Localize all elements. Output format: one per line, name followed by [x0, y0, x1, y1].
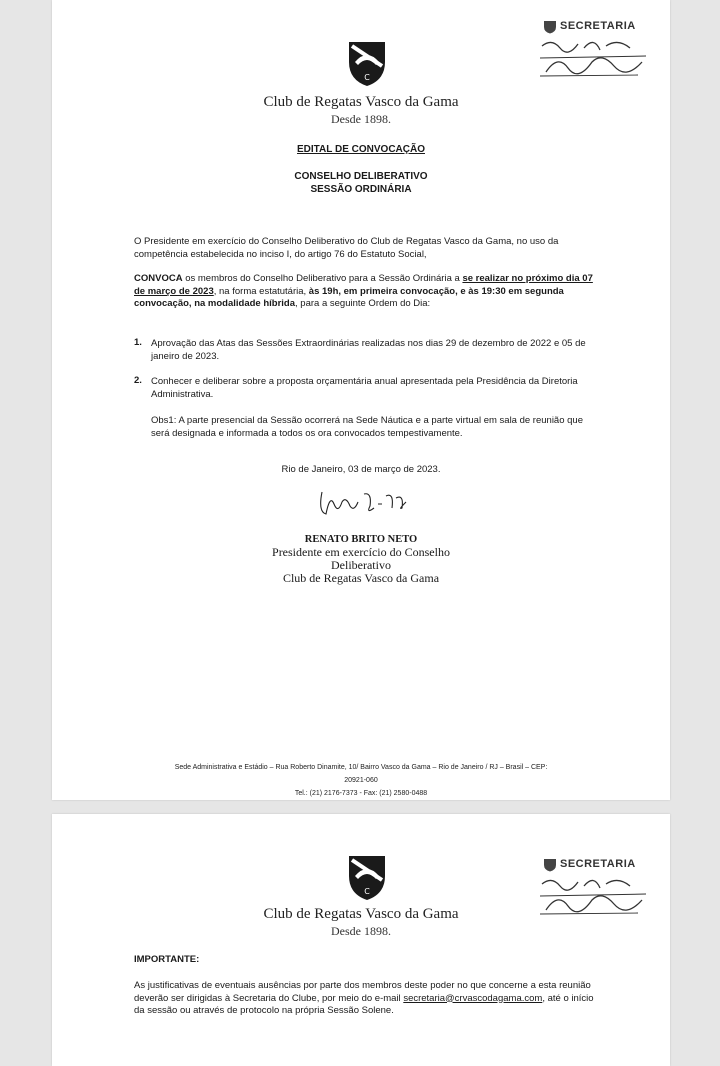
convoca-time: às 19h, em primeira convocação, e às 19:30 em segunda convocação, na modalidade híbrida — [134, 285, 564, 309]
club-since: Desde 1898. — [331, 112, 391, 126]
important-text-2: , até o início da sessão ou através de protocolo na própria Sessão Solene. — [134, 992, 594, 1016]
agenda-item-1-number: 1. — [134, 337, 142, 348]
agenda-item-2-number: 2. — [134, 375, 142, 386]
place-date: Rio de Janeiro, 03 de março de 2023. — [281, 464, 441, 475]
agenda-item-1: Aprovação das Atas das Sessões Extraordinárias realizadas nos dias 29 de dezembro de 2022 e 05 de janeiro de 2023. — [151, 338, 586, 362]
stamp-label: SECRETARIA — [560, 858, 636, 870]
convoca-text-3: , para a seguinte Ordem do Dia: — [295, 298, 431, 309]
club-name: Club de Regatas Vasco da Gama — [263, 94, 459, 110]
signer-role-1: Presidente em exercício do Conselho — [272, 545, 450, 559]
document-page-2 — [52, 814, 670, 1066]
agenda-item-2: Conhecer e deliberar sobre a proposta orçamentária anual apresentada pela Presidência da Diretoria Administrativa. — [151, 376, 578, 400]
important-text-1: As justificativas de eventuais ausências por parte dos membros deste poder no que concerne a esta reunião deverão ser dirigidas à Secretaria do Clube, por meio do e-mail — [134, 980, 591, 1004]
signer-name: RENATO BRITO NETO — [304, 534, 418, 545]
convoca-bold: CONVOCA — [134, 273, 183, 284]
club-name: Club de Regatas Vasco da Gama — [263, 906, 459, 922]
convoca-paragraph — [134, 273, 604, 311]
signer-org: Club de Regatas Vasco da Gama — [282, 571, 440, 585]
session-title: SESSÃO ORDINÁRIA — [310, 184, 412, 195]
intro-paragraph: O Presidente em exercício do Conselho Deliberativo do Club de Regatas Vasco da Gama, no uso da competência estabelecida no inciso I, do artigo 76 do Estatuto Social, — [134, 236, 559, 260]
club-since: Desde 1898. — [331, 924, 391, 938]
important-title: IMPORTANTE: — [134, 954, 200, 965]
signature-scribble — [314, 484, 410, 520]
important-paragraph — [134, 980, 604, 1018]
signer-role-2: Deliberativo — [331, 558, 391, 572]
footer-cep: 20921-060 — [344, 777, 378, 784]
stamp-label: SECRETARIA — [560, 20, 636, 32]
club-crest-icon — [346, 854, 388, 902]
convoca-text-1: os membros do Conselho Deliberativo para a Sessão Ordinária a — [182, 273, 463, 284]
convoca-text-2: , na forma estatutária, — [213, 285, 309, 297]
edital-title: EDITAL DE CONVOCAÇÃO — [297, 144, 425, 155]
svg-text:C: C — [364, 73, 370, 82]
footer-phone: Tel.: (21) 2176-7373 - Fax: (21) 2580-0488 — [294, 790, 428, 797]
club-crest-icon — [346, 40, 388, 88]
secretaria-email: secretaria@crvascodagama.com — [403, 992, 543, 1004]
convoca-date: se realizar no próximo dia 07 de março de 2023 — [134, 273, 593, 297]
footer-address: Sede Administrativa e Estádio – Rua Roberto Dinamite, 10/ Bairro Vasco da Gama – Rio de Janeiro / RJ – Brasil – CEP: — [174, 764, 548, 771]
stamp-handwritten-date — [538, 32, 650, 78]
secretaria-stamp — [538, 20, 650, 80]
obs-note: Obs1: A parte presencial da Sessão ocorrerá na Sede Náutica e a parte virtual em sala de reunião que será designada e informada a todos os ora convocados tempestivamente. — [151, 415, 583, 439]
council-title: CONSELHO DELIBERATIVO — [294, 171, 428, 182]
document-page-1 — [52, 0, 670, 800]
svg-text:C: C — [364, 887, 370, 896]
